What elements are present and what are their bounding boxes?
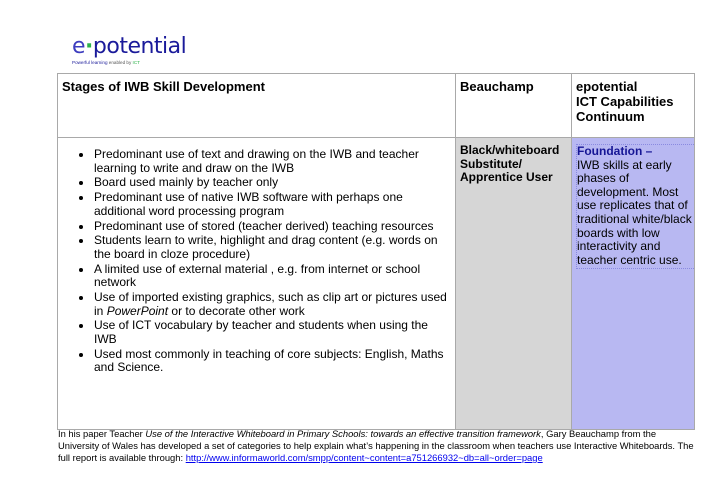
header-epotential-line2: ICT Capabilities: [576, 94, 674, 109]
beauchamp-cell: Black/whiteboard Substitute/ Apprentice User: [456, 138, 572, 430]
continuum-description: IWB skills at early phases of development. Most use replicates that of traditional white/black boards with low interactivity and teacher centric use.: [577, 157, 692, 267]
footer-note: In his paper Teacher Use of the Interactive Whiteboard in Primary Schools: towards an effective transition framework, Gary Beauchamp from the University of Wales has developed a set of categories to help explain what’s happening in the classroom when teachers use Interactive Whiteboards. The full report is available through: http://www.informaworld.com/smpp/content~content=a751266932~db=all~order=page: [58, 428, 694, 463]
list-item: • A limited use of external material , e.g. from internet or school network: [93, 263, 447, 290]
table-header-row: [58, 74, 695, 138]
epotential-logo: [72, 34, 187, 68]
logo-tagline: Powerful learning enabled by ICT: [72, 60, 140, 65]
list-item: • Use of imported existing graphics, such as clip art or pictures used in PowerPoint or to decorate other work: [93, 291, 447, 318]
list-item: • Predominant use of stored (teacher derived) teaching resources: [93, 220, 447, 234]
header-epotential-line3: Continuum: [576, 109, 645, 124]
report-link[interactable]: http://www.informaworld.com/smpp/content~content=a751266932~db=all~order=page: [185, 452, 543, 463]
table-body-row: [58, 138, 695, 430]
continuum-cell: [572, 138, 695, 430]
list-item: • Students learn to write, highlight and drag content (e.g. words on the board in cloze procedure): [93, 234, 447, 261]
stages-bullet-list: [58, 148, 447, 375]
header-stages: Stages of IWB Skill Development: [58, 74, 456, 138]
list-item: • Board used mainly by teacher only: [93, 176, 447, 190]
logo-wordmark: e·potential: [72, 34, 187, 59]
list-item: • Predominant use of native IWB software with perhaps one additional word processing program: [93, 191, 447, 218]
list-item: • Use of ICT vocabulary by teacher and students when using the IWB: [93, 319, 447, 346]
skills-table: [57, 73, 695, 430]
continuum-title: Foundation –: [577, 144, 653, 158]
stages-cell: [58, 138, 456, 430]
header-epotential: [572, 74, 695, 138]
header-epotential-line1: epotential: [576, 79, 638, 94]
list-item: • Used most commonly in teaching of core subjects: English, Maths and Science.: [93, 348, 447, 375]
header-beauchamp: Beauchamp: [456, 74, 572, 138]
list-item: • Predominant use of text and drawing on the IWB and teacher learning to write and draw on the IWB: [93, 148, 447, 175]
continuum-text-box: [576, 144, 694, 269]
